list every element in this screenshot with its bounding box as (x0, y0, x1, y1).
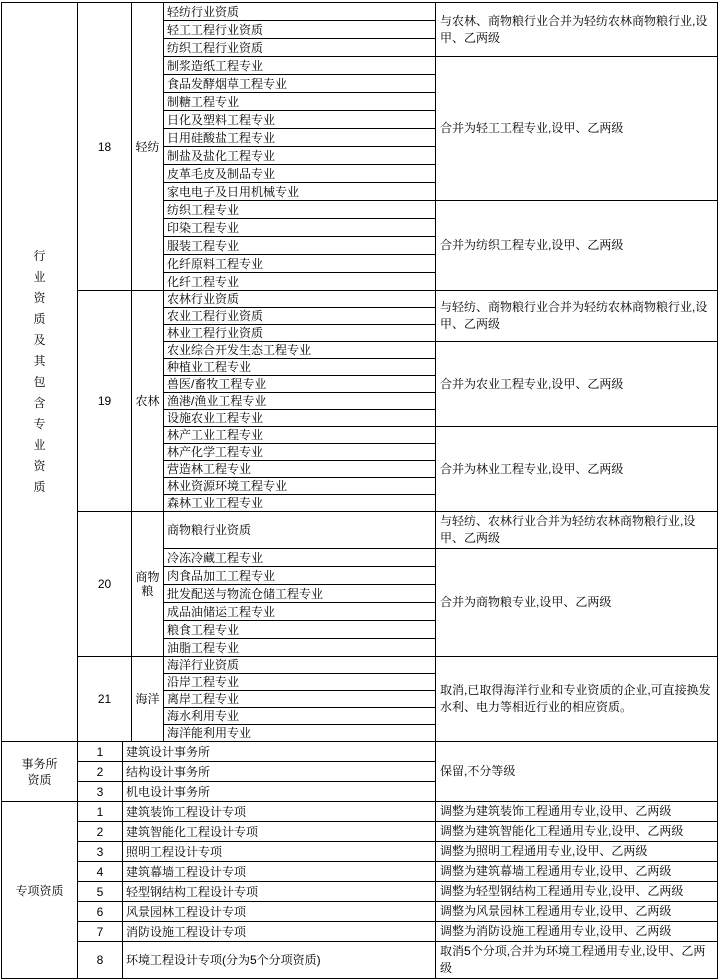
qualification-cell: 皮革毛皮及制品专业 (164, 165, 436, 183)
qualification-cell: 食品发酵烟草工程专业 (164, 75, 436, 93)
qualification-cell: 设施农业工程专业 (164, 410, 436, 427)
remark-cell: 取消,已取得海洋行业和专业资质的企业,可直接换发水利、电力等相近行业的相应资质。 (436, 657, 718, 742)
remark-cell: 调整为建筑幕墙工程通用专业,设甲、乙两级 (436, 862, 718, 882)
category-cell-special: 专项资质 (2, 802, 78, 979)
qualification-cell: 成品油储运工程专业 (164, 603, 436, 621)
qualification-cell: 轻型钢结构工程设计专项 (123, 882, 436, 902)
qualification-cell: 建筑设计事务所 (123, 742, 436, 762)
row-number: 8 (78, 942, 123, 979)
table-row (2, 942, 718, 979)
qualification-cell: 消防设施工程设计专项 (123, 922, 436, 942)
row-number: 19 (78, 291, 132, 512)
row-number: 3 (78, 842, 123, 862)
qualification-table (1, 2, 718, 979)
qualification-cell: 冷冻冷藏工程专业 (164, 549, 436, 567)
row-number: 18 (78, 3, 132, 291)
row-number: 6 (78, 902, 123, 922)
remark-cell: 与轻纺、商物粮行业合并为轻纺农林商物粮行业,设甲、乙两级 (436, 291, 718, 342)
qualification-cell: 商物粮行业资质 (164, 512, 436, 549)
qualification-cell: 服装工程专业 (164, 237, 436, 255)
qualification-cell: 海洋行业资质 (164, 657, 436, 674)
qualification-cell: 肉食品加工工程专业 (164, 567, 436, 585)
remark-cell: 调整为消防设施工程通用专业,设甲、乙两级 (436, 922, 718, 942)
remark-cell: 调整为照明工程通用专业,设甲、乙两级 (436, 842, 718, 862)
qualification-cell: 轻纺行业资质 (164, 3, 436, 21)
table-row (2, 902, 718, 922)
qualification-cell: 油脂工程专业 (164, 639, 436, 657)
remark-cell: 调整为建筑智能化工程通用专业,设甲、乙两级 (436, 822, 718, 842)
qualification-cell: 森林工业工程专业 (164, 495, 436, 512)
qualification-cell: 渔港/渔业工程专业 (164, 393, 436, 410)
qualification-cell: 批发配送与物流仓储工程专业 (164, 585, 436, 603)
remark-cell: 保留,不分等级 (436, 742, 718, 802)
remark-cell: 与轻纺、农林行业合并为轻纺农林商物粮行业,设甲、乙两级 (436, 512, 718, 549)
qualification-cell: 粮食工程专业 (164, 621, 436, 639)
qualification-cell: 建筑智能化工程设计专项 (123, 822, 436, 842)
qualification-cell: 建筑装饰工程设计专项 (123, 802, 436, 822)
qualification-cell: 农业综合开发生态工程专业 (164, 342, 436, 359)
qualification-cell: 化纤原料工程专业 (164, 255, 436, 273)
qualification-cell: 家电电子及日用机械专业 (164, 183, 436, 201)
qualification-cell: 风景园林工程设计专项 (123, 902, 436, 922)
category-cell-industry (2, 3, 78, 742)
remark-cell: 合并为商物粮专业,设甲、乙两级 (436, 549, 718, 657)
qualification-cell: 建筑幕墙工程设计专项 (123, 862, 436, 882)
row-number: 21 (78, 657, 132, 742)
qualification-cell: 营造林工程专业 (164, 461, 436, 478)
row-number: 2 (78, 822, 123, 842)
remark-cell: 取消5个分项,合并为环境工程通用专业,设甲、乙两级 (436, 942, 718, 979)
qualification-cell: 纺织工程行业资质 (164, 39, 436, 57)
qualification-cell: 结构设计事务所 (123, 762, 436, 782)
qualification-cell: 制糖工程专业 (164, 93, 436, 111)
qualification-cell: 环境工程设计专项(分为5个分项资质) (123, 942, 436, 979)
row-number: 4 (78, 862, 123, 882)
table-row (2, 3, 718, 21)
qualification-cell: 印染工程专业 (164, 219, 436, 237)
qualification-cell: 制盐及盐化工程专业 (164, 147, 436, 165)
row-number: 5 (78, 882, 123, 902)
table-row (2, 882, 718, 902)
industry-name: 商物粮 (132, 512, 164, 657)
qualification-cell: 日化及塑料工程专业 (164, 111, 436, 129)
remark-cell: 合并为林业工程专业,设甲、乙两级 (436, 427, 718, 512)
table-row (2, 657, 718, 674)
qualification-cell: 海水利用专业 (164, 708, 436, 725)
row-number: 1 (78, 742, 123, 762)
remark-cell: 与农林、商物粮行业合并为轻纺农林商物粮行业,设甲、乙两级 (436, 3, 718, 57)
remark-cell: 合并为农业工程专业,设甲、乙两级 (436, 342, 718, 427)
category-label-office: 事务所资质 (21, 756, 58, 787)
qualification-cell: 林产工业工程专业 (164, 427, 436, 444)
category-cell-office (2, 742, 78, 802)
remark-cell: 调整为建筑装饰工程通用专业,设甲、乙两级 (436, 802, 718, 822)
table-row (2, 742, 718, 762)
row-number: 2 (78, 762, 123, 782)
remark-cell: 合并为轻工工程专业,设甲、乙两级 (436, 57, 718, 201)
qualification-cell: 离岸工程专业 (164, 691, 436, 708)
row-number: 7 (78, 922, 123, 942)
industry-name: 轻纺 (132, 3, 164, 291)
qualification-cell: 轻工工程行业资质 (164, 21, 436, 39)
qualification-cell: 日用硅酸盐工程专业 (164, 129, 436, 147)
qualification-cell: 制浆造纸工程专业 (164, 57, 436, 75)
category-label-industry: 行业资质及其包含专业资质 (33, 249, 46, 494)
qualification-cell: 林产化学工程专业 (164, 444, 436, 461)
qualification-cell: 种植业工程专业 (164, 359, 436, 376)
qualification-cell: 林业资源环境工程专业 (164, 478, 436, 495)
qualification-cell: 农业工程行业资质 (164, 308, 436, 325)
remark-cell: 合并为纺织工程专业,设甲、乙两级 (436, 201, 718, 291)
remark-cell: 调整为风景园林工程通用专业,设甲、乙两级 (436, 902, 718, 922)
qualification-cell: 林业工程行业资质 (164, 325, 436, 342)
table-row (2, 802, 718, 822)
table-row (2, 842, 718, 862)
table-row (2, 512, 718, 549)
qualification-cell: 海洋能利用专业 (164, 725, 436, 742)
qualification-cell: 纺织工程专业 (164, 201, 436, 219)
table-row (2, 922, 718, 942)
row-number: 1 (78, 802, 123, 822)
qualification-cell: 沿岸工程专业 (164, 674, 436, 691)
industry-name: 农林 (132, 291, 164, 512)
industry-name: 海洋 (132, 657, 164, 742)
qualification-cell: 化纤工程专业 (164, 273, 436, 291)
table-row (2, 291, 718, 308)
document-page (0, 2, 719, 975)
qualification-cell: 农林行业资质 (164, 291, 436, 308)
qualification-cell: 兽医/畜牧工程专业 (164, 376, 436, 393)
row-number: 20 (78, 512, 132, 657)
row-number: 3 (78, 782, 123, 802)
qualification-cell: 照明工程设计专项 (123, 842, 436, 862)
remark-cell: 调整为轻型钢结构工程通用专业,设甲、乙两级 (436, 882, 718, 902)
table-row (2, 862, 718, 882)
table-row (2, 822, 718, 842)
qualification-cell: 机电设计事务所 (123, 782, 436, 802)
